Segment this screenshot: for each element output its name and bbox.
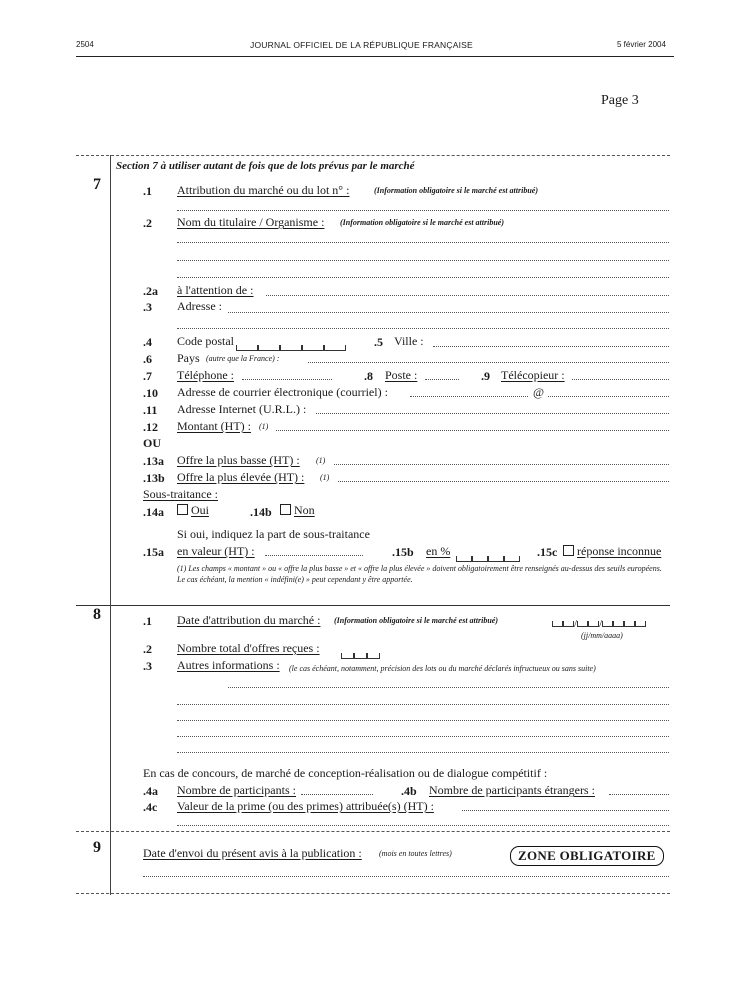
autres-informations-field-line[interactable] bbox=[228, 687, 669, 688]
sous-traitance-part-text: Si oui, indiquez la part de sous-traitance bbox=[177, 527, 370, 541]
participants-field[interactable] bbox=[301, 794, 373, 795]
journal-title: JOURNAL OFFICIEL DE LA RÉPUBLIQUE FRANÇAISE bbox=[250, 40, 473, 50]
adresse-label: Adresse : bbox=[177, 299, 222, 313]
field-number: .4c bbox=[143, 800, 158, 814]
field-number: .15c bbox=[537, 545, 558, 559]
section9-top-rule bbox=[76, 831, 670, 832]
field-number: .2 bbox=[143, 216, 152, 230]
url-label: Adresse Internet (U.R.L.) : bbox=[177, 402, 307, 416]
section9-column-rule bbox=[110, 831, 111, 895]
participants-label: Nombre de participants : bbox=[177, 783, 296, 797]
autres-informations-field-line[interactable] bbox=[177, 752, 669, 753]
prime-field-line[interactable] bbox=[177, 825, 669, 826]
date-envoi-note: (mois en toutes lettres) bbox=[379, 849, 452, 858]
oui-label: Oui bbox=[191, 503, 209, 517]
montant-label: Montant (HT) : bbox=[177, 419, 251, 433]
titulaire-field-line[interactable] bbox=[177, 277, 669, 278]
oui-checkbox[interactable] bbox=[177, 504, 188, 515]
courriel-domain-field[interactable] bbox=[548, 396, 669, 397]
montant-field[interactable] bbox=[276, 430, 669, 431]
prime-field[interactable] bbox=[462, 810, 669, 811]
non-label: Non bbox=[294, 503, 315, 517]
field-number: .1 bbox=[143, 184, 152, 198]
autres-informations-note: (le cas échéant, notamment, précision des lots ou du marché déclarés infructueux ou sans suite) bbox=[289, 664, 596, 673]
date-format-hint: (jj/mm/aaaa) bbox=[581, 631, 623, 640]
montant-ref: (1) bbox=[259, 422, 269, 431]
field-number: .15b bbox=[392, 545, 414, 559]
field-number: .13b bbox=[143, 471, 165, 485]
field-number: .1 bbox=[143, 614, 152, 628]
autres-informations-label: Autres informations : bbox=[177, 658, 280, 672]
telecopieur-field[interactable] bbox=[572, 379, 669, 380]
poste-field[interactable] bbox=[425, 379, 459, 380]
sous-traitance-label: Sous-traitance : bbox=[143, 487, 218, 501]
at-sign: @ bbox=[533, 385, 545, 399]
ou-label: OU bbox=[143, 436, 161, 450]
offre-basse-ref: (1) bbox=[316, 456, 326, 465]
field-number: .14b bbox=[250, 505, 272, 519]
field-number: .2a bbox=[143, 284, 158, 298]
field-number: .9 bbox=[481, 369, 490, 383]
field-number: .11 bbox=[143, 403, 158, 417]
telephone-label: Téléphone : bbox=[177, 368, 234, 382]
courriel-user-field[interactable] bbox=[410, 396, 528, 397]
date-envoi-label: Date d'envoi du présent avis à la publication : bbox=[143, 846, 362, 860]
section-number-column-rule bbox=[110, 155, 111, 607]
date-envoi-field[interactable] bbox=[143, 876, 669, 877]
titulaire-field-line[interactable] bbox=[177, 242, 669, 243]
pays-note: (autre que la France) : bbox=[206, 354, 280, 363]
titulaire-note: (Information obligatoire si le marché est attribué) bbox=[340, 218, 505, 227]
field-number: .4 bbox=[143, 335, 152, 349]
prime-label: Valeur de la prime (ou des primes) attribuée(s) (HT) : bbox=[177, 799, 434, 813]
date-attribution-label: Date d'attribution du marché : bbox=[177, 613, 321, 627]
titulaire-label: Nom du titulaire / Organisme : bbox=[177, 215, 325, 229]
adresse-field-line[interactable] bbox=[177, 328, 669, 329]
section8-column-rule bbox=[110, 605, 111, 831]
field-number: .5 bbox=[374, 335, 383, 349]
offre-elevee-field[interactable] bbox=[338, 481, 669, 482]
journal-date: 5 février 2004 bbox=[617, 40, 666, 49]
section7-top-rule bbox=[76, 155, 670, 156]
url-field[interactable] bbox=[316, 413, 669, 414]
attention-label: à l'attention de : bbox=[177, 283, 254, 297]
zone-obligatoire-badge: ZONE OBLIGATOIRE bbox=[510, 846, 664, 866]
sous-traitance-non-option bbox=[280, 503, 315, 518]
sous-traitance-oui-option bbox=[177, 503, 209, 518]
autres-informations-field-line[interactable] bbox=[177, 720, 669, 721]
poste-label: Poste : bbox=[385, 368, 418, 382]
field-number: .15a bbox=[143, 545, 164, 559]
pourcentage-label: en % bbox=[426, 544, 451, 558]
telecopieur-label: Télécopieur : bbox=[501, 368, 565, 382]
offre-elevee-label: Offre la plus élevée (HT) : bbox=[177, 470, 305, 484]
code-postal-label: Code postal bbox=[177, 334, 234, 348]
field-number: .2 bbox=[143, 642, 152, 656]
field-number: .10 bbox=[143, 386, 158, 400]
ville-field[interactable] bbox=[433, 346, 669, 347]
reponse-inconnue-option bbox=[563, 544, 661, 559]
field-number: .12 bbox=[143, 420, 158, 434]
courriel-label: Adresse de courrier électronique (courriel) : bbox=[177, 385, 388, 399]
attention-field[interactable] bbox=[266, 295, 669, 296]
date-attribution-note: (Information obligatoire si le marché est attribué) bbox=[334, 616, 499, 625]
reponse-inconnue-label: réponse inconnue bbox=[577, 544, 662, 558]
footnote: (1) Les champs « montant » ou « offre la plus basse » et « offre la plus élevée » doivent obligatoirement être renseignés au-dessus des seuils européens. Le cas échéant, la mention « indéfini(e) » peut cependant y être apportée. bbox=[177, 564, 662, 584]
section8-top-rule bbox=[76, 605, 670, 606]
participants-etrangers-field[interactable] bbox=[609, 794, 669, 795]
section9-number: 9 bbox=[93, 839, 101, 856]
field-number: .13a bbox=[143, 454, 164, 468]
section9-bottom-rule bbox=[76, 893, 670, 894]
section7-title: Section 7 à utiliser autant de fois que de lots prévus par le marché bbox=[116, 160, 415, 172]
participants-etrangers-label: Nombre de participants étrangers : bbox=[429, 783, 595, 797]
offre-basse-field[interactable] bbox=[334, 464, 669, 465]
date-attribution-boxes[interactable]: / / bbox=[552, 618, 646, 630]
attribution-lot-note: (Information obligatoire si le marché est attribué) bbox=[374, 186, 539, 195]
adresse-field-line[interactable] bbox=[228, 312, 669, 313]
field-number: .14a bbox=[143, 505, 164, 519]
non-checkbox[interactable] bbox=[280, 504, 291, 515]
valeur-ht-field[interactable] bbox=[265, 555, 363, 556]
pays-label: Pays bbox=[177, 351, 200, 365]
attribution-lot-label: Attribution du marché ou du lot n° : bbox=[177, 183, 350, 197]
header-rule bbox=[76, 56, 674, 57]
field-number: .8 bbox=[364, 369, 373, 383]
pays-field[interactable] bbox=[308, 362, 669, 363]
telephone-field[interactable] bbox=[242, 379, 332, 380]
field-number: .3 bbox=[143, 659, 152, 673]
page-label: Page 3 bbox=[601, 93, 639, 108]
offre-elevee-ref: (1) bbox=[320, 473, 330, 482]
titulaire-field-line[interactable] bbox=[177, 260, 669, 261]
field-number: .4b bbox=[401, 784, 417, 798]
field-number: .6 bbox=[143, 352, 152, 366]
reponse-inconnue-checkbox[interactable] bbox=[563, 545, 574, 556]
autres-informations-field-line[interactable] bbox=[177, 736, 669, 737]
ville-label: Ville : bbox=[394, 334, 424, 348]
section7-number: 7 bbox=[93, 176, 101, 193]
autres-informations-field-line[interactable] bbox=[177, 704, 669, 705]
attribution-lot-field[interactable] bbox=[177, 210, 669, 211]
journal-page-number: 2504 bbox=[76, 40, 94, 49]
field-number: .4a bbox=[143, 784, 158, 798]
valeur-ht-label: en valeur (HT) : bbox=[177, 544, 255, 558]
concours-text: En cas de concours, de marché de conception-réalisation ou de dialogue compétitif : bbox=[143, 766, 548, 780]
field-number: .3 bbox=[143, 300, 152, 314]
field-number: .7 bbox=[143, 369, 152, 383]
nombre-offres-label: Nombre total d'offres reçues : bbox=[177, 641, 320, 655]
offre-basse-label: Offre la plus basse (HT) : bbox=[177, 453, 300, 467]
section8-number: 8 bbox=[93, 606, 101, 623]
